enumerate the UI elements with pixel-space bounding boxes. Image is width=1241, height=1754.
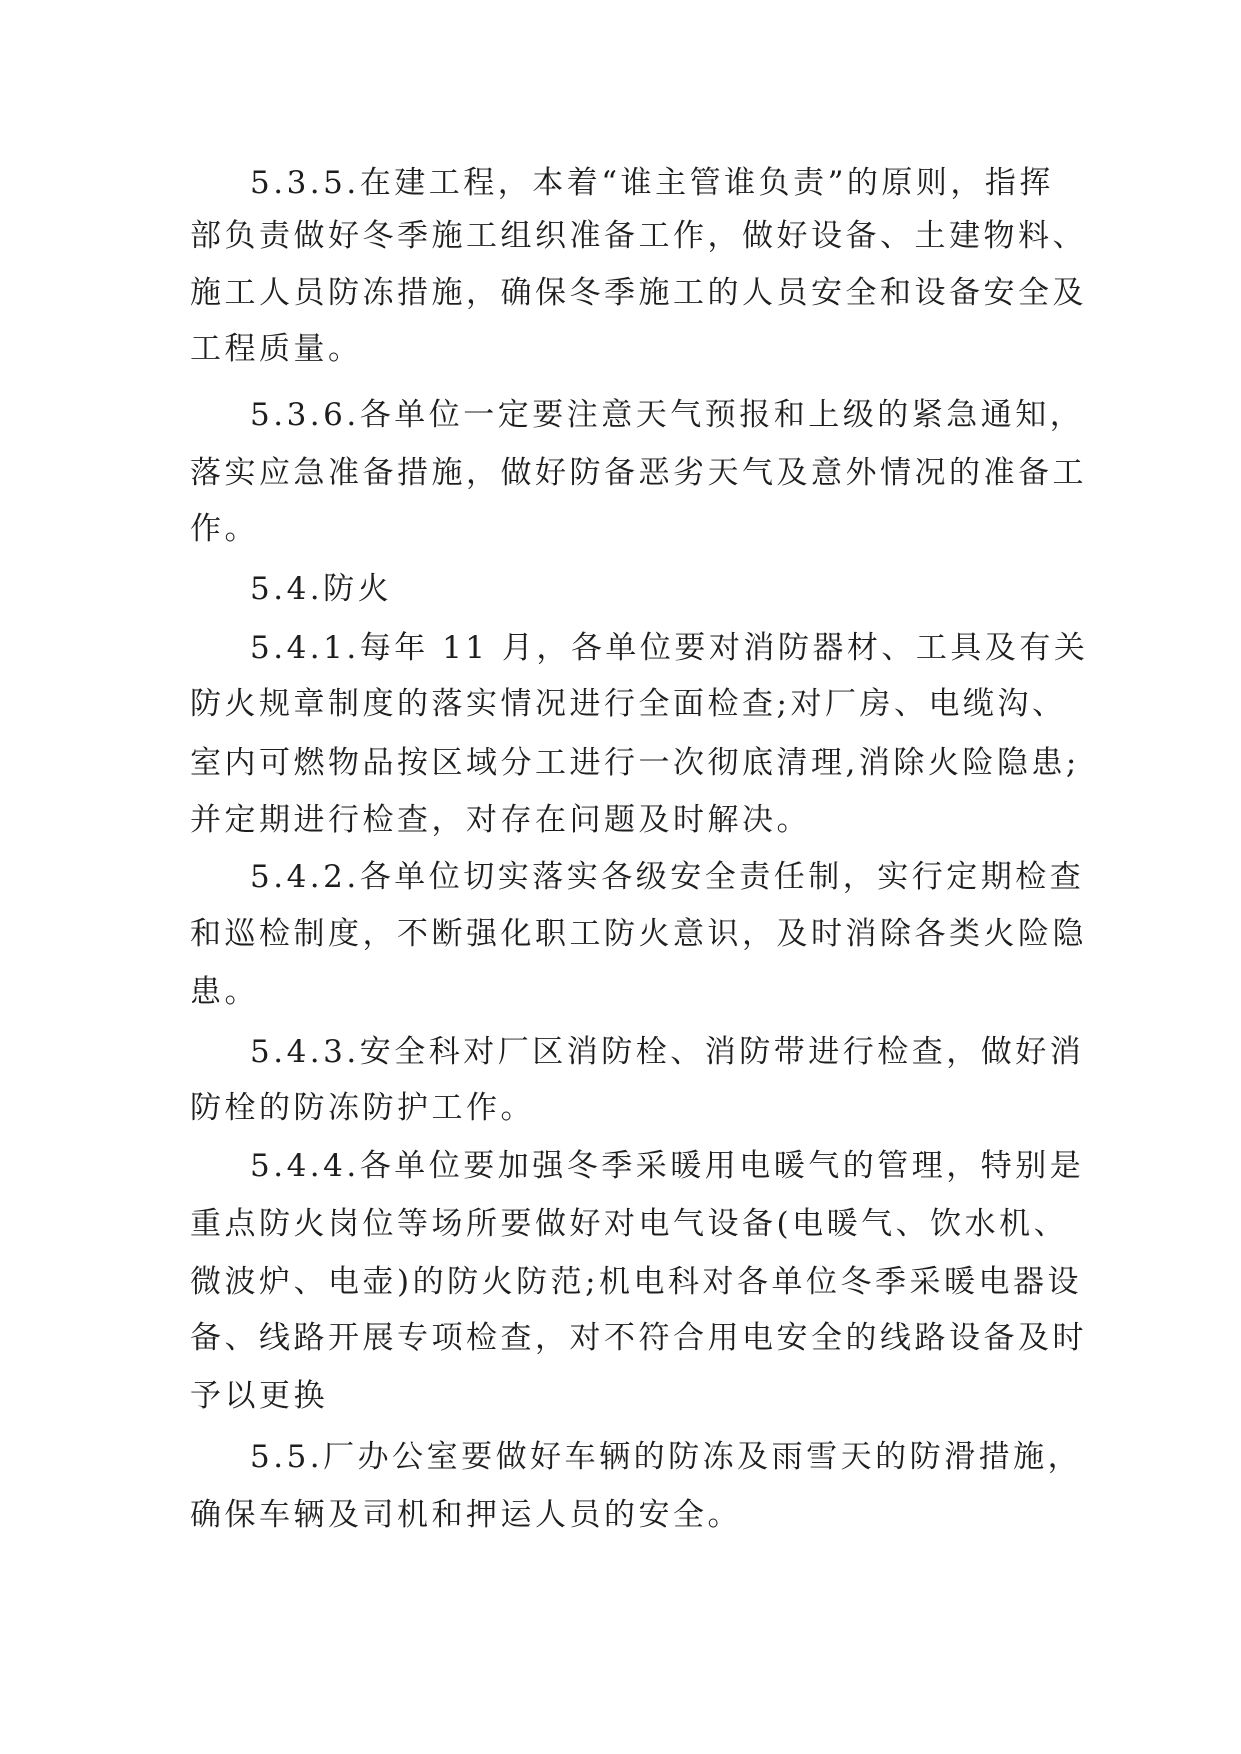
text-line: 5.3.5.在建工程，本着“谁主管谁负责”的原则，指挥 <box>250 165 1054 201</box>
text-line: 微波炉、电壶)的防火防范;机电科对各单位冬季采暖电器设 <box>190 1264 1083 1300</box>
text-line: 并定期进行检查，对存在问题及时解决。 <box>190 802 811 838</box>
text-line: 予以更换 <box>190 1378 328 1414</box>
text-line: 工程质量。 <box>190 331 363 367</box>
text-line: 作。 <box>190 511 259 547</box>
text-line: 部负责做好冬季施工组织准备工作，做好设备、土建物料、 <box>190 218 1087 254</box>
text-line: 和巡检制度，不断强化职工防火意识，及时消除各类火险隐 <box>190 916 1087 952</box>
text-line: 5.4.4.各单位要加强冬季采暖用电暖气的管理，特别是 <box>250 1148 1085 1184</box>
text-line: 5.3.6.各单位一定要注意天气预报和上级的紧急通知， <box>250 397 1085 433</box>
text-line: 室内可燃物品按区域分工进行一次彻底清理,消除火险隐患; <box>190 745 1080 781</box>
text-line: 备、线路开展专项检查，对不符合用电安全的线路设备及时 <box>190 1320 1087 1356</box>
text-line: 重点防火岗位等场所要做好对电气设备(电暖气、饮水机、 <box>190 1206 1069 1242</box>
text-line: 落实应急准备措施，做好防备恶劣天气及意外情况的准备工 <box>190 455 1087 491</box>
text-line: 5.4.2.各单位切实落实各级安全责任制，实行定期检查 <box>250 859 1085 895</box>
text-line: 防火规章制度的落实情况进行全面检查;对厂房、电缆沟、 <box>190 686 1067 722</box>
section-heading: 5.4.防火 <box>250 571 393 607</box>
text-line: 施工人员防冻措施，确保冬季施工的人员安全和设备安全及 <box>190 275 1087 311</box>
text-line: 防栓的防冻防护工作。 <box>190 1090 535 1126</box>
text-line: 患。 <box>190 974 259 1010</box>
text-line: 5.4.1.每年 11 月，各单位要对消防器材、工具及有关 <box>250 630 1089 666</box>
text-line: 5.5.厂办公室要做好车辆的防冻及雨雪天的防滑措施， <box>250 1439 1083 1475</box>
text-line: 5.4.3.安全科对厂区消防栓、消防带进行检查，做好消 <box>250 1034 1085 1070</box>
text-line: 确保车辆及司机和押运人员的安全。 <box>190 1497 742 1533</box>
